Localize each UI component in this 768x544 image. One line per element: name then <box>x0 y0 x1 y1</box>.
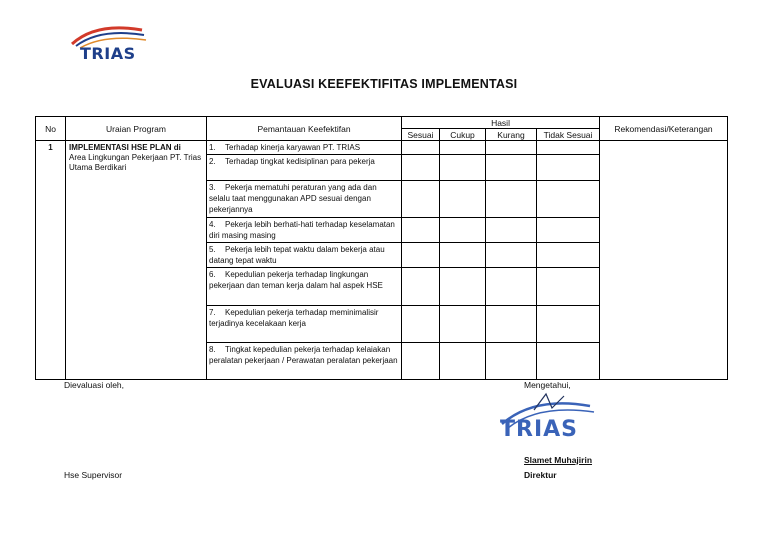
item-text: Pekerja lebih berhati-hati terhadap keselamatan diri masing masing <box>209 220 395 240</box>
tidak-sesuai-cell[interactable] <box>537 218 600 243</box>
company-logo <box>66 18 156 66</box>
header-kurang: Kurang <box>486 129 537 141</box>
kurang-cell[interactable] <box>486 181 537 218</box>
header-cukup: Cukup <box>440 129 486 141</box>
item-text: Pekerja lebih tepat waktu dalam bekerja atau datang tepat waktu <box>209 245 385 265</box>
item-text: Terhadap tingkat kedisiplinan para pekerja <box>225 157 375 166</box>
item-number: 5. <box>209 245 216 254</box>
monitoring-item <box>207 243 402 268</box>
sesuai-cell[interactable] <box>402 218 440 243</box>
monitoring-item <box>207 343 402 380</box>
monitoring-item <box>207 268 402 306</box>
kurang-cell[interactable] <box>486 218 537 243</box>
header-program: Uraian Program <box>66 117 207 141</box>
kurang-cell[interactable] <box>486 141 537 155</box>
item-text: Terhadap kinerja karyawan PT. TRIAS <box>225 143 361 152</box>
evaluation-table <box>35 116 728 380</box>
evaluated-by-label: Dievaluasi oleh, <box>64 380 125 390</box>
item-number: 8. <box>209 345 216 354</box>
kurang-cell[interactable] <box>486 343 537 380</box>
monitoring-item <box>207 155 402 181</box>
header-no: No <box>36 117 66 141</box>
item-text: Pekerja mematuhi peraturan yang ada dan selalu taat menggunakan APD sesuai dengan pekerjannya <box>209 183 377 214</box>
cukup-cell[interactable] <box>440 343 486 380</box>
program-title: IMPLEMENTASI HSE PLAN di <box>69 143 181 152</box>
document-title: EVALUASI KEEFEKTIFITAS IMPLEMENTASI <box>250 77 518 91</box>
kurang-cell[interactable] <box>486 155 537 181</box>
sesuai-cell[interactable] <box>402 243 440 268</box>
item-number: 6. <box>209 270 216 279</box>
tidak-sesuai-cell[interactable] <box>537 141 600 155</box>
tidak-sesuai-cell[interactable] <box>537 343 600 380</box>
cukup-cell[interactable] <box>440 306 486 343</box>
evaluator-role: Hse Supervisor <box>64 470 123 480</box>
kurang-cell[interactable] <box>486 243 537 268</box>
cukup-cell[interactable] <box>440 181 486 218</box>
monitoring-item <box>207 181 402 218</box>
sesuai-cell[interactable] <box>402 155 440 181</box>
monitoring-item <box>207 218 402 243</box>
cukup-cell[interactable] <box>440 155 486 181</box>
cukup-cell[interactable] <box>440 268 486 306</box>
sesuai-cell[interactable] <box>402 343 440 380</box>
tidak-sesuai-cell[interactable] <box>537 243 600 268</box>
item-text: Kepedulian pekerja terhadap lingkungan pekerjaan dan teman kerja dalam hal aspek HSE <box>209 270 383 290</box>
item-text: Kepedulian pekerja terhadap meminimalisir terjadinya kecelakaan kerja <box>209 308 379 328</box>
tidak-sesuai-cell[interactable] <box>537 155 600 181</box>
sesuai-cell[interactable] <box>402 141 440 155</box>
kurang-cell[interactable] <box>486 268 537 306</box>
stamp-text: TRIAS <box>500 417 579 442</box>
cukup-cell[interactable] <box>440 218 486 243</box>
header-tidak-sesuai: Tidak Sesuai <box>537 129 600 141</box>
item-number: 3. <box>209 183 216 192</box>
program-text: Area Lingkungan Pekerjaan PT. Trias Utama Berdikari <box>69 153 202 172</box>
kurang-cell[interactable] <box>486 306 537 343</box>
director-role: Direktur <box>524 470 557 480</box>
cukup-cell[interactable] <box>440 243 486 268</box>
sesuai-cell[interactable] <box>402 306 440 343</box>
tidak-sesuai-cell[interactable] <box>537 306 600 343</box>
cukup-cell[interactable] <box>440 141 486 155</box>
header-sesuai: Sesuai <box>402 129 440 141</box>
monitoring-item <box>207 141 402 155</box>
logo-text: TRIAS <box>80 44 136 63</box>
tidak-sesuai-cell[interactable] <box>537 268 600 306</box>
acknowledged-label: Mengetahui, <box>524 380 571 390</box>
header-recommendation: Rekomendasi/Keterangan <box>600 117 728 141</box>
header-monitoring: Pemantauan Keefektifan <box>207 117 402 141</box>
sesuai-cell[interactable] <box>402 268 440 306</box>
header-result: Hasil <box>402 117 600 129</box>
program-cell <box>66 141 207 380</box>
tidak-sesuai-cell[interactable] <box>537 181 600 218</box>
item-number: 1. <box>209 143 216 152</box>
item-text: Tingkat kepedulian pekerja terhadap kelaiakan peralatan pekerjaan / Perawatan peralatan pekerjaan <box>209 345 398 365</box>
table-row <box>36 141 728 155</box>
monitoring-item <box>207 306 402 343</box>
item-number: 2. <box>209 157 216 166</box>
row-number: 1 <box>36 141 66 380</box>
item-number: 4. <box>209 220 216 229</box>
director-name: Slamet Muhajirin <box>524 455 593 465</box>
recommendation-cell[interactable] <box>600 141 728 380</box>
sesuai-cell[interactable] <box>402 181 440 218</box>
item-number: 7. <box>209 308 216 317</box>
